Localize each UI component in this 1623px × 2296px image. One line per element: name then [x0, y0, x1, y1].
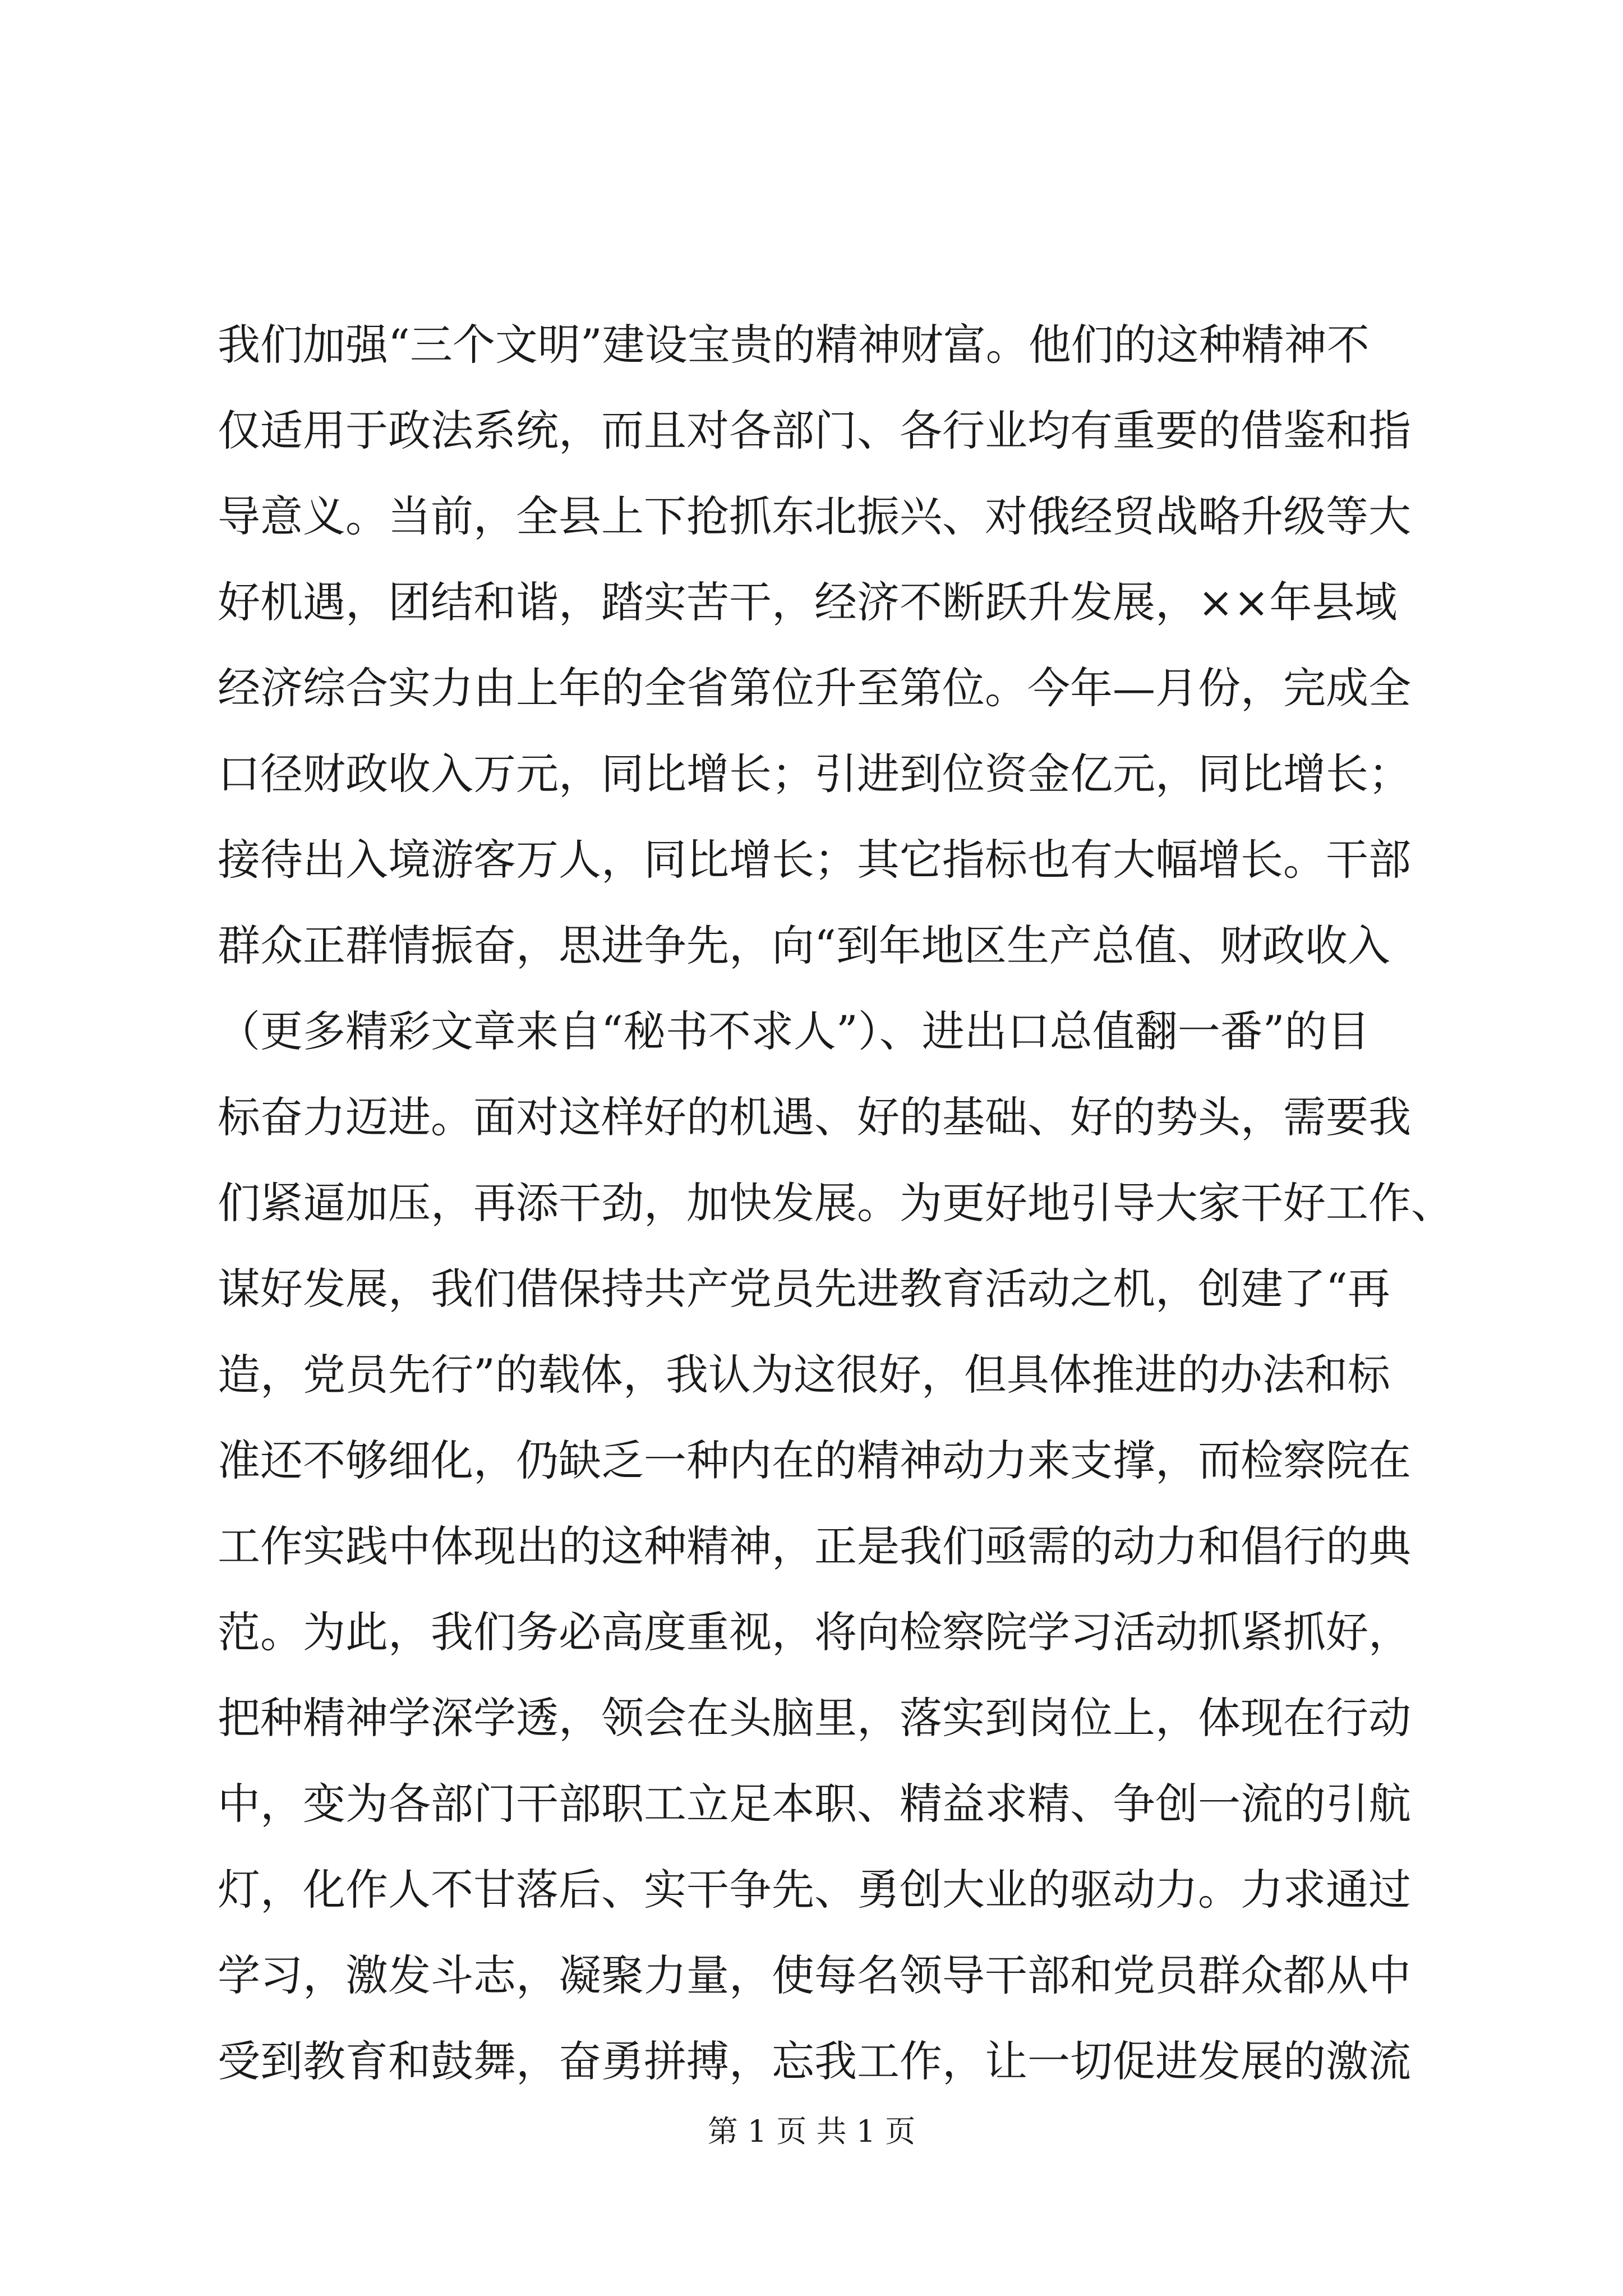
- text-line: 仅适用于政法系统，而且对各部门、各行业均有重要的借鉴和指: [218, 406, 1411, 455]
- page-number-label: 第 1 页 共 1 页: [707, 2114, 916, 2149]
- text-line: 受到教育和鼓舞，奋勇拼搏，忘我工作，让一切促进发展的激流: [218, 2036, 1411, 2086]
- text-line: 好机遇，团结和谐，踏实苦干，经济不断跃升发展，××年县域: [218, 577, 1398, 627]
- text-line: 经济综合实力由上年的全省第位升至第位。今年—月份，完成全: [218, 663, 1411, 713]
- text-line: 接待出入境游客万人，同比增长；其它指标也有大幅增长。干部: [218, 835, 1411, 885]
- text-line: 学习，激发斗志，凝聚力量，使每名领导干部和党员群众都从中: [218, 1950, 1411, 2000]
- text-line: 标奋力迈进。面对这样好的机遇、好的基础、好的势头，需要我: [218, 1092, 1411, 1142]
- text-line: 群众正群情振奋，思进争先，向“到年地区生产总值、财政收入: [218, 921, 1390, 970]
- text-line: 导意义。当前，全县上下抢抓东北振兴、对俄经贸战略升级等大: [218, 491, 1411, 541]
- text-line: 口径财政收入万元，同比增长；引进到位资金亿元，同比增长；: [218, 749, 1411, 799]
- text-line: 我们加强“三个文明”建设宝贵的精神财富。他们的这种精神不: [218, 320, 1370, 370]
- body-paragraph: [218, 302, 1454, 2104]
- text-line: 灯，化作人不甘落后、实干争先、勇创大业的驱动力。力求通过: [218, 1865, 1411, 1915]
- text-line: 把种精神学深学透，领会在头脑里，落实到岗位上，体现在行动: [218, 1693, 1411, 1743]
- text-line: 们紧逼加压，再添干劲，加快发展。为更好地引导大家干好工作、: [218, 1178, 1454, 1228]
- text-line: 造，党员先行”的载体，我认为这很好，但具体推进的办法和标: [218, 1350, 1390, 1400]
- page-footer: [0, 2109, 1623, 2154]
- text-line: 中，变为各部门干部职工立足本职、精益求精、争创一流的引航: [218, 1779, 1411, 1829]
- text-line: 范。为此，我们务必高度重视，将向检察院学习活动抓紧抓好，: [218, 1607, 1411, 1657]
- text-line: 工作实践中体现出的这种精神，正是我们亟需的动力和倡行的典: [218, 1521, 1411, 1571]
- text-line: 准还不够细化，仍缺乏一种内在的精神动力来支撑，而检察院在: [218, 1435, 1411, 1485]
- text-line: （更多精彩文章来自“秘书不求人”）、进出口总值翻一番”的目: [218, 1006, 1370, 1056]
- text-line: 谋好发展，我们借保持共产党员先进教育活动之机，创建了“再: [218, 1264, 1390, 1314]
